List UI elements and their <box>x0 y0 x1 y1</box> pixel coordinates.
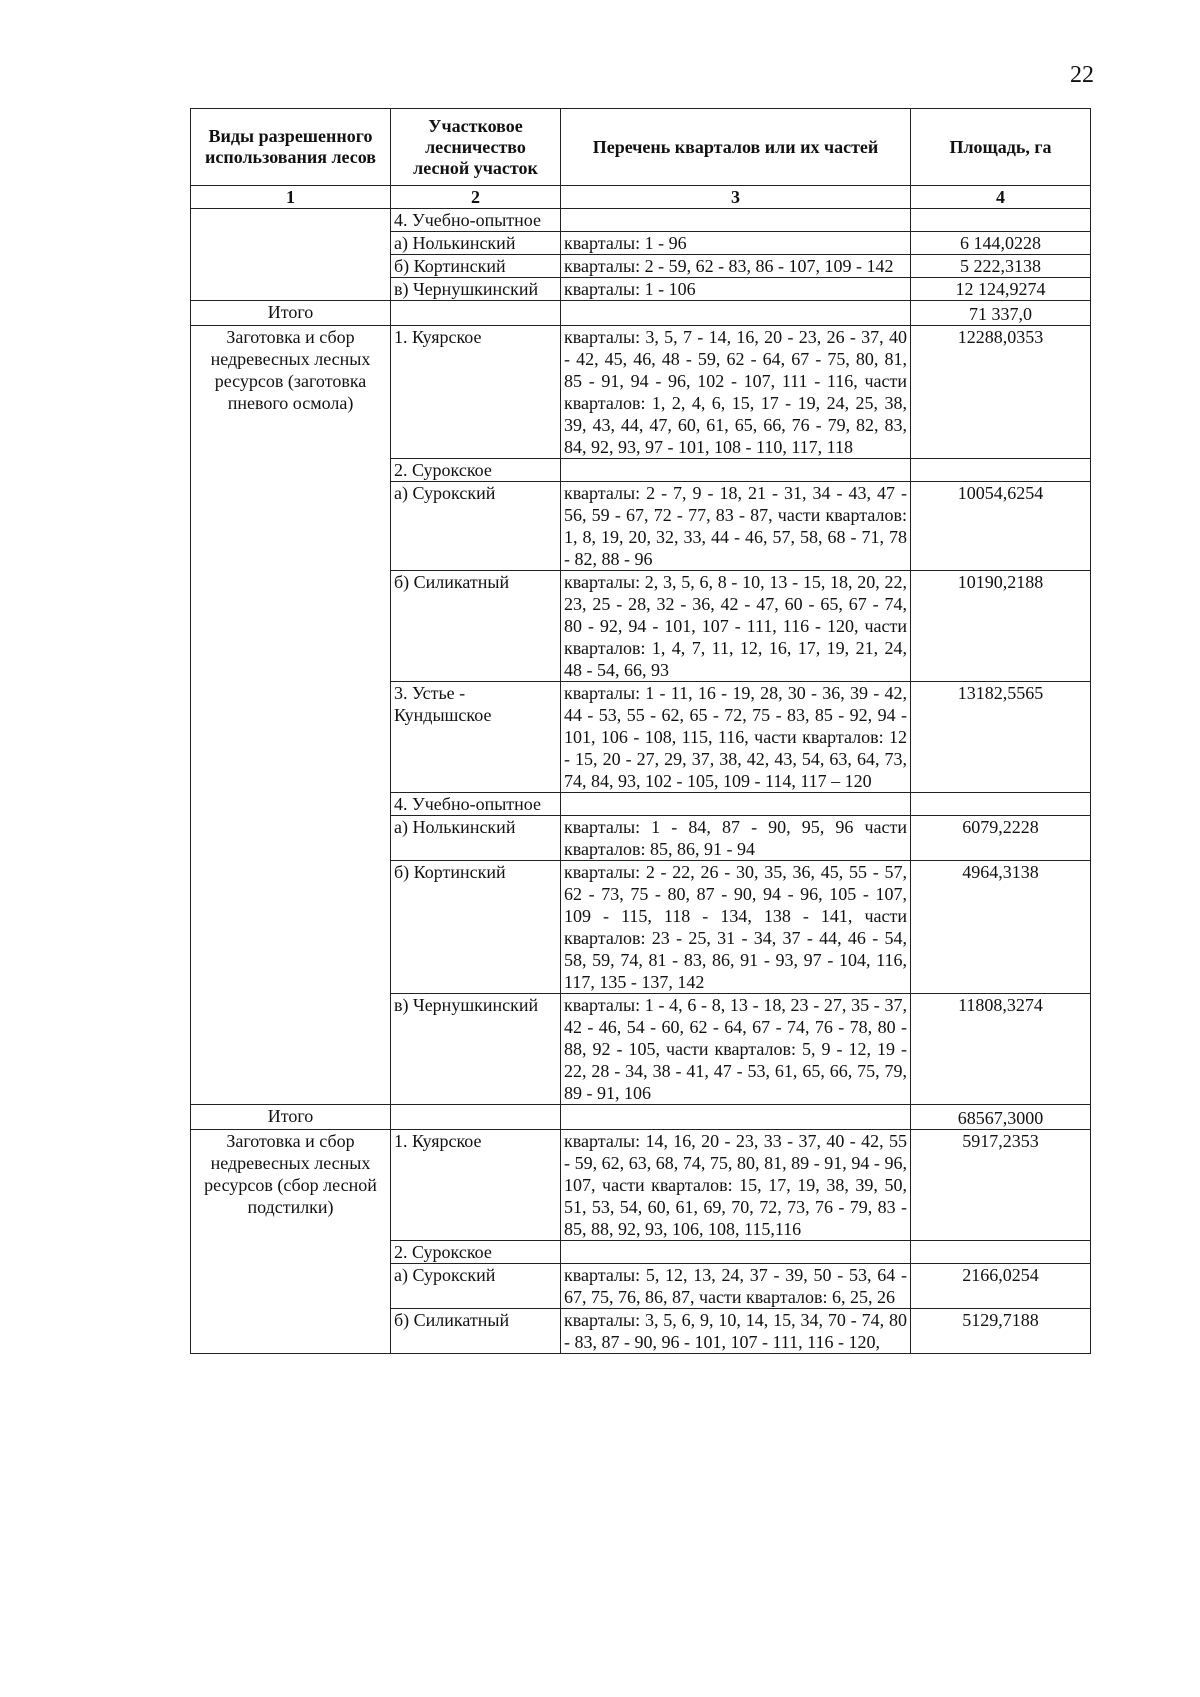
empty-cell <box>561 301 911 326</box>
forestry-cell: 1. Куярское <box>391 1130 561 1241</box>
area-cell: 5 222,3138 <box>911 255 1091 278</box>
area-cell: 6079,2228 <box>911 816 1091 861</box>
quarters-cell: кварталы: 1 - 96 <box>561 232 911 255</box>
forestry-cell: а) Сурокский <box>391 1264 561 1309</box>
use-type-cell: Заготовка и сбор недревесных лесных ресурсов (заготовка пневого осмола) <box>191 326 391 1105</box>
forestry-cell: 1. Куярское <box>391 326 561 459</box>
area-cell: 2166,0254 <box>911 1264 1091 1309</box>
page-number: 22 <box>1070 62 1094 88</box>
column-number-row <box>191 186 1091 209</box>
area-cell <box>911 1241 1091 1264</box>
total-label: Итого <box>191 1105 391 1130</box>
area-cell: 5917,2353 <box>911 1130 1091 1241</box>
area-cell: 6 144,0228 <box>911 232 1091 255</box>
forestry-cell: 3. Устье - Кундышское <box>391 682 561 793</box>
empty-cell <box>391 301 561 326</box>
quarters-cell: кварталы: 14, 16, 20 - 23, 33 - 37, 40 - 42, 55 - 59, 62, 63, 68, 74, 75, 80, 81, 89 - 91, 94 - 96, 107, части кварталов: 15, 17, 19, 38, 39, 50, 51, 53, 54, 60, 61, 69, 70, 72, 73, 76 - 79, 83 - 85, 88, 92, 93, 106, 108, 115,116 <box>561 1130 911 1241</box>
total-row <box>191 301 1091 326</box>
forestry-cell: б) Кортинский <box>391 861 561 994</box>
quarters-cell <box>561 1241 911 1264</box>
area-cell: 11808,3274 <box>911 994 1091 1105</box>
forestry-cell: 4. Учебно-опытное <box>391 793 561 816</box>
quarters-cell <box>561 793 911 816</box>
table-row <box>191 326 1091 459</box>
column-number: 4 <box>911 186 1091 209</box>
area-cell: 10054,6254 <box>911 482 1091 571</box>
forestry-cell: в) Чернушкинский <box>391 278 561 301</box>
use-type-cell <box>191 209 391 301</box>
quarters-cell: кварталы: 5, 12, 13, 24, 37 - 39, 50 - 53, 64 - 67, 75, 76, 86, 87, части кварталов: 6, 25, 26 <box>561 1264 911 1309</box>
quarters-cell: кварталы: 1 - 84, 87 - 90, 95, 96 части кварталов: 85, 86, 91 - 94 <box>561 816 911 861</box>
column-number: 1 <box>191 186 391 209</box>
quarters-cell: кварталы: 2 - 7, 9 - 18, 21 - 31, 34 - 43, 47 - 56, 59 - 67, 72 - 77, 83 - 87, части кварталов: 1, 8, 19, 20, 32, 33, 44 - 46, 57, 58, 68 - 71, 78 - 82, 88 - 96 <box>561 482 911 571</box>
quarters-cell: кварталы: 1 - 4, 6 - 8, 13 - 18, 23 - 27, 35 - 37, 42 - 46, 54 - 60, 62 - 64, 67 - 74, 76 - 78, 80 - 88, 92 - 105, части кварталов: 5, 9 - 12, 19 - 22, 28 - 34, 38 - 41, 47 - 53, 61, 65, 66, 75, 79, 89 - 91, 106 <box>561 994 911 1105</box>
forestry-cell: 2. Сурокское <box>391 459 561 482</box>
area-cell <box>911 793 1091 816</box>
use-type-cell: Заготовка и сбор недревесных лесных ресурсов (сбор лесной подстилки) <box>191 1130 391 1354</box>
header-row <box>191 109 1091 186</box>
column-number: 3 <box>561 186 911 209</box>
forest-use-table <box>190 108 1091 1354</box>
quarters-cell: кварталы: 3, 5, 7 - 14, 16, 20 - 23, 26 - 37, 40 - 42, 45, 46, 48 - 59, 62 - 64, 67 - 75, 80, 81, 85 - 91, 94 - 96, 102 - 107, 111 - 116, части кварталов: 1, 2, 4, 6, 15, 17 - 19, 24, 25, 38, 39, 43, 44, 47, 60, 61, 65, 66, 76 - 79, 82, 83, 84, 92, 93, 97 - 101, 108 - 110, 117, 118 <box>561 326 911 459</box>
forestry-cell: в) Чернушкинский <box>391 994 561 1105</box>
area-cell: 5129,7188 <box>911 1309 1091 1354</box>
forestry-cell: а) Нолькинский <box>391 816 561 861</box>
forestry-cell: б) Силикатный <box>391 1309 561 1354</box>
area-cell: 12 124,9274 <box>911 278 1091 301</box>
header-forestry: Участковое лесничество лесной участок <box>391 109 561 186</box>
empty-cell <box>391 1105 561 1130</box>
forestry-cell: а) Нолькинский <box>391 232 561 255</box>
quarters-cell: кварталы: 2 - 22, 26 - 30, 35, 36, 45, 55 - 57, 62 - 73, 75 - 80, 87 - 90, 94 - 96, 105 - 107, 109 - 115, 118 - 134, 138 - 141, части кварталов: 23 - 25, 31 - 34, 37 - 44, 46 - 54, 58, 59, 74, 81 - 83, 86, 91 - 93, 97 - 104, 116, 117, 135 - 137, 142 <box>561 861 911 994</box>
table-row <box>191 209 1091 232</box>
total-value: 71 337,0 <box>911 301 1091 326</box>
header-use-type: Виды разрешенного использования лесов <box>191 109 391 186</box>
quarters-cell: кварталы: 2 - 59, 62 - 83, 86 - 107, 109 - 142 <box>561 255 911 278</box>
header-area: Площадь, га <box>911 109 1091 186</box>
forestry-cell: б) Кортинский <box>391 255 561 278</box>
quarters-cell: кварталы: 1 - 106 <box>561 278 911 301</box>
forestry-cell: б) Силикатный <box>391 571 561 682</box>
area-cell: 10190,2188 <box>911 571 1091 682</box>
column-number: 2 <box>391 186 561 209</box>
total-label: Итого <box>191 301 391 326</box>
total-row <box>191 1105 1091 1130</box>
quarters-cell: кварталы: 2, 3, 5, 6, 8 - 10, 13 - 15, 18, 20, 22, 23, 25 - 28, 32 - 36, 42 - 47, 60 - 65, 67 - 74, 80 - 92, 94 - 101, 107 - 111, 116 - 120, части кварталов: 1, 4, 7, 11, 12, 16, 17, 19, 21, 24, 48 - 54, 66, 93 <box>561 571 911 682</box>
area-cell <box>911 459 1091 482</box>
quarters-cell <box>561 209 911 232</box>
area-cell <box>911 209 1091 232</box>
quarters-cell: кварталы: 3, 5, 6, 9, 10, 14, 15, 34, 70 - 74, 80 - 83, 87 - 90, 96 - 101, 107 - 111, 116 - 120, <box>561 1309 911 1354</box>
forestry-cell: а) Сурокский <box>391 482 561 571</box>
empty-cell <box>561 1105 911 1130</box>
quarters-cell <box>561 459 911 482</box>
header-quarters: Перечень кварталов или их частей <box>561 109 911 186</box>
forestry-cell: 2. Сурокское <box>391 1241 561 1264</box>
area-cell: 12288,0353 <box>911 326 1091 459</box>
forestry-cell: 4. Учебно-опытное <box>391 209 561 232</box>
table-row <box>191 1130 1091 1241</box>
area-cell: 4964,3138 <box>911 861 1091 994</box>
area-cell: 13182,5565 <box>911 682 1091 793</box>
quarters-cell: кварталы: 1 - 11, 16 - 19, 28, 30 - 36, 39 - 42, 44 - 53, 55 - 62, 65 - 72, 75 - 83, 85 - 92, 94 - 101, 106 - 108, 115, 116, части кварталов: 12 - 15, 20 - 27, 29, 37, 38, 42, 43, 54, 63, 64, 73, 74, 84, 93, 102 - 105, 109 - 114, 117 – 120 <box>561 682 911 793</box>
total-value: 68567,3000 <box>911 1105 1091 1130</box>
